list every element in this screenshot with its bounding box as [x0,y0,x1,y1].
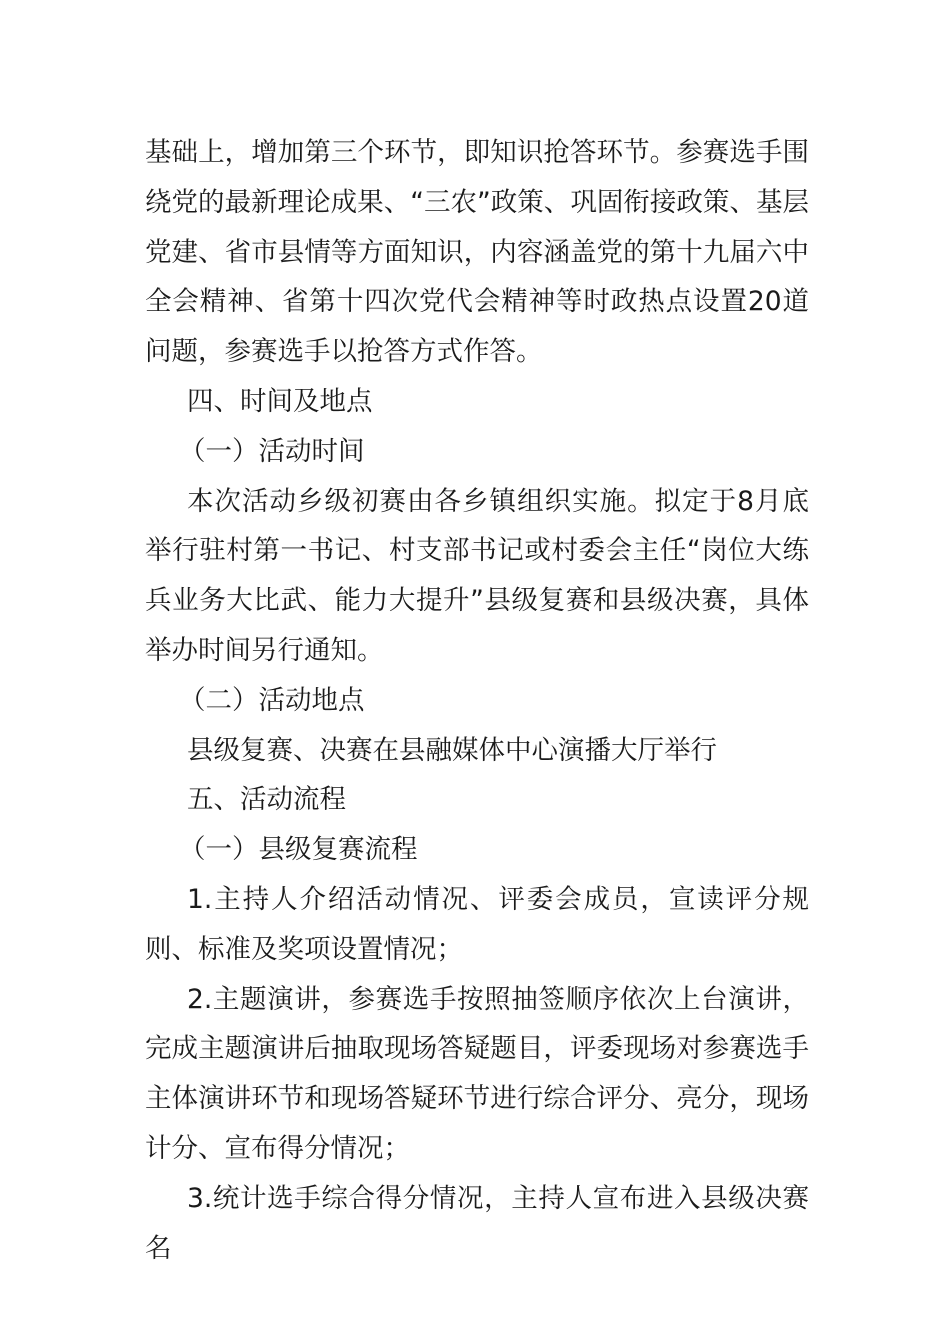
paragraph-activity-time: 本次活动乡级初赛由各乡镇组织实施。拟定于8月底举行驻村第一书记、村支部书记或村委会主任“岗位大练兵业务大比武、能力大提升”县级复赛和县级决赛，具体举办时间另行通知。 [145,485,809,666]
list-item-step-1: 1.主持人介绍活动情况、评委会成员，宣读评分规则、标准及奖项设置情况； [145,883,809,965]
paragraph-knowledge-quiz: 基础上，增加第三个环节，即知识抢答环节。参赛选手围绕党的最新理论成果、“三农”政策、巩固衔接政策、基层党建、省市县情等方面知识，内容涵盖党的第十九届六中全会精神、省第十四次党代会精神等时政热点设置20道问题，参赛选手以抢答方式作答。 [145,137,809,368]
subheading-activity-place: （二）活动地点 [179,684,365,716]
list-item-step-3: 3.统计选手综合得分情况，主持人宣布进入县级决赛名 [145,1182,809,1264]
heading-time-and-place: 四、时间及地点 [187,385,373,417]
subheading-activity-time: （一）活动时间 [179,435,365,467]
list-item-step-2: 2.主题演讲，参赛选手按照抽签顺序依次上台演讲，完成主题演讲后抽取现场答疑题目，评委现场对参赛选手主体演讲环节和现场答疑环节进行综合评分、亮分，现场计分、宣布得分情况； [145,983,809,1164]
document-body [145,128,809,1273]
paragraph-activity-place: 县级复赛、决赛在县融媒体中心演播大厅举行 [187,734,717,766]
heading-activity-process: 五、活动流程 [187,784,346,816]
subheading-county-semifinal-process: （一）县级复赛流程 [179,834,418,866]
